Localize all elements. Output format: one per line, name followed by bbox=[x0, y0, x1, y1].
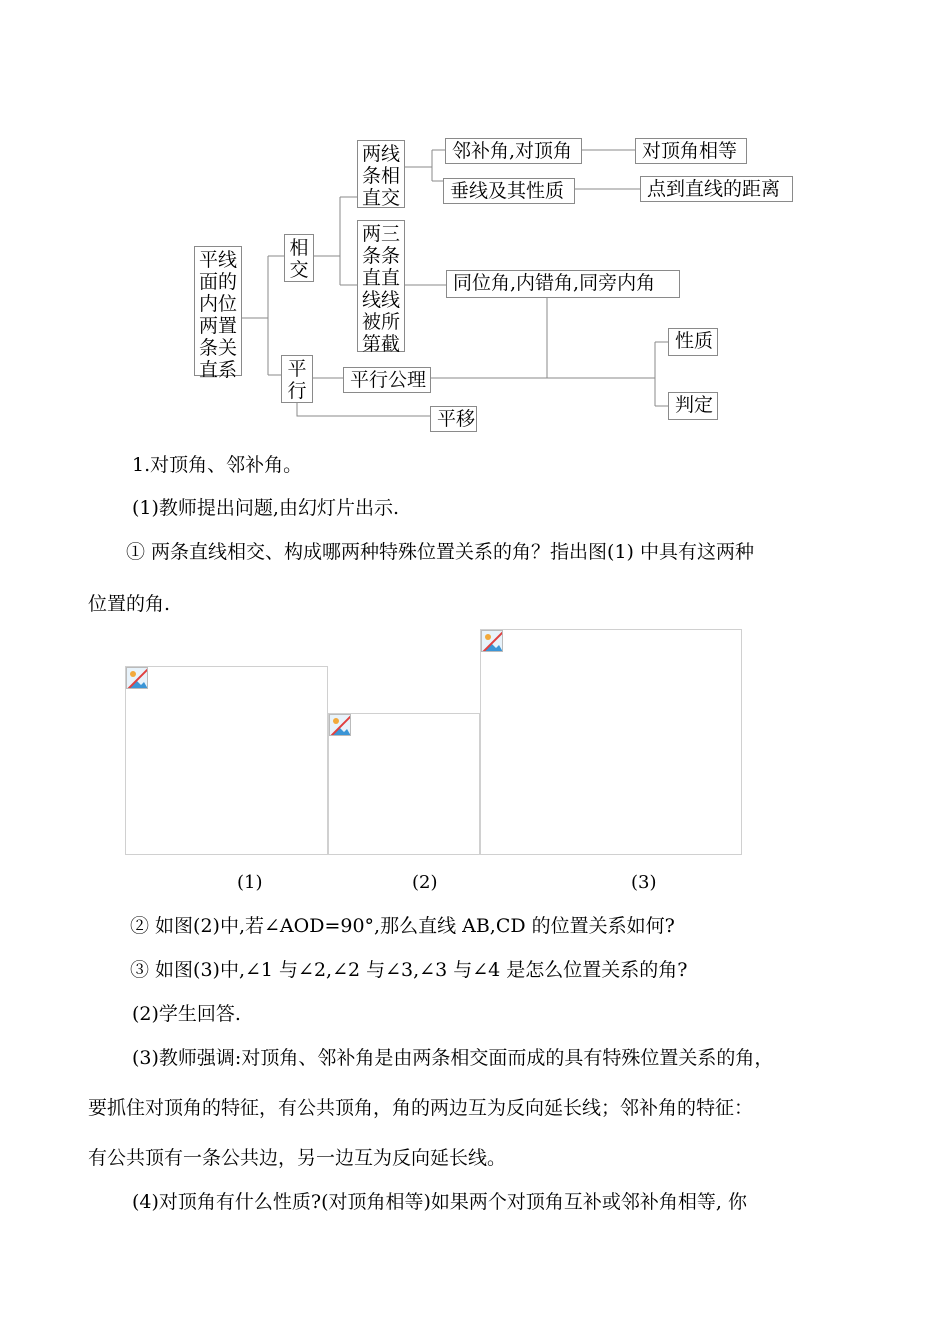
broken-image-icon bbox=[329, 714, 351, 736]
figure-1-caption: (1) bbox=[237, 872, 263, 893]
paragraph: (3)教师强调:对顶角、邻补角是由两条相交面而成的具有特殊位置关系的角， bbox=[132, 1047, 774, 1069]
figure-2-image bbox=[328, 713, 480, 855]
figure-3-image bbox=[480, 629, 742, 855]
node-pingxing: 平 行 bbox=[281, 355, 313, 403]
question-3: ③ 如图(3)中,∠1 与∠2,∠2 与∠3,∠3 与∠4 是怎么位置关系的角? bbox=[130, 959, 688, 981]
diagram-connectors bbox=[0, 0, 950, 440]
paragraph: 有公共顶有一条公共边，另一边互为反向延长线。 bbox=[88, 1147, 507, 1169]
heading-1: 1.对顶角、邻补角。 bbox=[132, 454, 303, 476]
node-pingyi: 平移 bbox=[430, 406, 477, 432]
broken-image-icon bbox=[481, 630, 503, 652]
figure-2-caption: (2) bbox=[412, 872, 438, 893]
node-linbu-duiding: 邻补角,对顶角 bbox=[445, 138, 582, 164]
node-tongwei: 同位角,内错角,同旁内角 bbox=[446, 270, 680, 298]
paragraph: 位置的角. bbox=[88, 593, 171, 615]
question-2: ② 如图(2)中,若∠AOD=90°,那么直线 AB,CD 的位置关系如何? bbox=[130, 915, 675, 937]
node-chuixian: 垂线及其性质 bbox=[443, 178, 575, 204]
node-xingzhi: 性质 bbox=[668, 328, 718, 356]
node-panding: 判定 bbox=[668, 392, 718, 420]
paragraph: (4)对顶角有什么性质?(对顶角相等)如果两个对顶角互补或邻补角相等, 你 bbox=[132, 1191, 748, 1213]
node-duiding-equal: 对顶角相等 bbox=[635, 138, 747, 164]
broken-image-icon bbox=[126, 667, 148, 689]
node-gongli: 平行公理 bbox=[343, 367, 431, 393]
node-two-lines-intersect: 两线 条相 直交 bbox=[357, 140, 405, 208]
root-node bbox=[194, 246, 242, 381]
node-three-lines-cut: 两 条 直 线 被 第 三 条 直 线 所 截 bbox=[357, 220, 405, 352]
question-1: ① 两条直线相交、构成哪两种特殊位置关系的角？指出图(1) 中具有这两种 bbox=[126, 541, 754, 563]
node-distance: 点到直线的距离 bbox=[640, 176, 793, 202]
paragraph: (2)学生回答. bbox=[132, 1003, 241, 1025]
root-lines: 平线 面的 内位 两置 条关 直系 bbox=[198, 249, 237, 381]
figure-3-caption: (3) bbox=[631, 872, 657, 893]
paragraph: 要抓住对顶角的特征，有公共顶角，角的两边互为反向延长线；邻补角的特征： bbox=[88, 1097, 754, 1119]
figure-1-image bbox=[125, 666, 328, 855]
node-xiangjiao: 相 交 bbox=[284, 234, 314, 282]
paragraph: (1)教师提出问题,由幻灯片出示. bbox=[132, 497, 399, 519]
